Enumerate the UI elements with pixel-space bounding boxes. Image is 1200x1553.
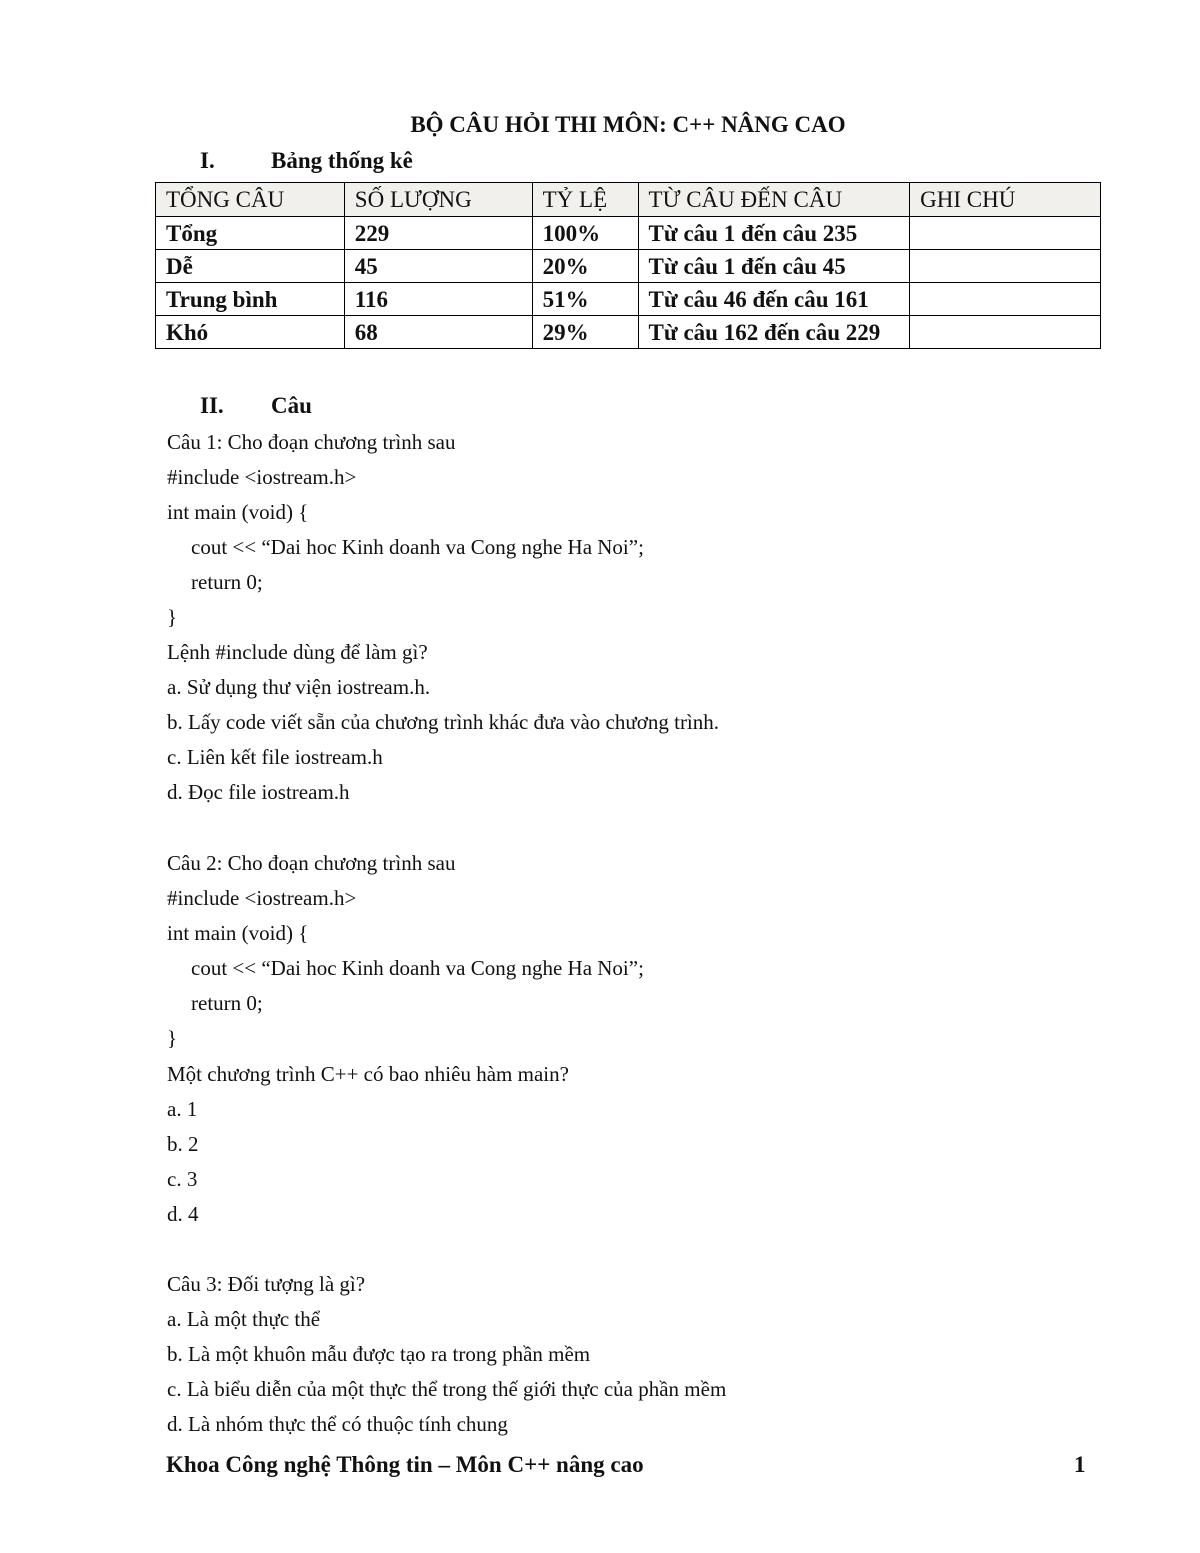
table-cell: 51% xyxy=(532,283,638,316)
table-header-cell: TỶ LỆ xyxy=(532,183,638,217)
page-number: 1 xyxy=(1074,1452,1086,1477)
table-header-row xyxy=(156,183,1101,217)
answer-option: a. 1 xyxy=(167,1097,198,1121)
answer-option: c. 3 xyxy=(167,1167,198,1191)
table-header-cell: SỐ LƯỢNG xyxy=(344,183,532,217)
question-2-text: Một chương trình C++ có bao nhiêu hàm main? xyxy=(167,1062,569,1086)
section-2-number: II. xyxy=(200,393,224,418)
code-line: int main (void) { xyxy=(167,921,309,945)
table-cell: Dễ xyxy=(156,250,345,283)
table-cell xyxy=(910,250,1101,283)
answer-option: b. 2 xyxy=(167,1132,199,1156)
code-line: #include <iostream.h> xyxy=(167,465,357,489)
question-2-heading: Câu 2: Cho đoạn chương trình sau xyxy=(167,851,456,875)
answer-option: d. Đọc file iostream.h xyxy=(167,780,350,804)
table-cell: 45 xyxy=(344,250,532,283)
question-1-heading: Câu 1: Cho đoạn chương trình sau xyxy=(167,430,456,454)
answer-option: d. Là nhóm thực thể có thuộc tính chung xyxy=(167,1412,508,1436)
answer-option: a. Sử dụng thư viện iostream.h. xyxy=(167,675,431,699)
section-1-number: I. xyxy=(200,148,215,173)
table-cell: Tổng xyxy=(156,217,345,250)
table-cell xyxy=(910,217,1101,250)
statistics-table xyxy=(155,182,1101,349)
table-header-cell: TỪ CÂU ĐẾN CÂU xyxy=(638,183,910,217)
answer-option: a. Là một thực thể xyxy=(167,1307,321,1331)
code-line: } xyxy=(167,605,178,629)
table-cell: Từ câu 46 đến câu 161 xyxy=(638,283,910,316)
table-cell: Từ câu 162 đến câu 229 xyxy=(638,316,910,349)
table-row xyxy=(156,217,1101,250)
table-cell: 229 xyxy=(344,217,532,250)
code-line: return 0; xyxy=(191,570,263,594)
table-cell: 20% xyxy=(532,250,638,283)
question-3-heading: Câu 3: Đối tượng là gì? xyxy=(167,1272,366,1296)
code-line: return 0; xyxy=(191,991,263,1015)
answer-option: c. Là biểu diễn của một thực thể trong thế giới thực của phần mềm xyxy=(167,1377,727,1401)
table-cell: 29% xyxy=(532,316,638,349)
table-cell xyxy=(910,316,1101,349)
page-footer: Khoa Công nghệ Thông tin – Môn C++ nâng cao xyxy=(166,1452,644,1477)
answer-option: b. Lấy code viết sẵn của chương trình khác đưa vào chương trình. xyxy=(167,710,720,734)
table-cell: Khó xyxy=(156,316,345,349)
code-line: #include <iostream.h> xyxy=(167,886,357,910)
table-cell: Từ câu 1 đến câu 235 xyxy=(638,217,910,250)
table-cell xyxy=(910,283,1101,316)
code-line: int main (void) { xyxy=(167,500,309,524)
table-cell: 68 xyxy=(344,316,532,349)
answer-option: c. Liên kết file iostream.h xyxy=(167,745,383,769)
table-header-cell: TỔNG CÂU xyxy=(156,183,345,217)
code-line: cout << “Dai hoc Kinh doanh va Cong nghe Ha Noi”; xyxy=(191,956,644,980)
table-cell: Trung bình xyxy=(156,283,345,316)
table-row xyxy=(156,316,1101,349)
section-2-title: Câu xyxy=(271,393,312,418)
code-line: cout << “Dai hoc Kinh doanh va Cong nghe Ha Noi”; xyxy=(191,535,644,559)
question-1-text: Lệnh #include dùng để làm gì? xyxy=(167,640,428,664)
document-title: BỘ CÂU HỎI THI MÔN: C++ NÂNG CAO xyxy=(410,112,846,137)
answer-option: b. Là một khuôn mẫu được tạo ra trong phần mềm xyxy=(167,1342,591,1366)
table-row xyxy=(156,250,1101,283)
table-cell: 116 xyxy=(344,283,532,316)
section-1-title: Bảng thống kê xyxy=(271,148,413,173)
table-cell: 100% xyxy=(532,217,638,250)
code-line: } xyxy=(167,1026,178,1050)
table-header-cell: GHI CHÚ xyxy=(910,183,1101,217)
table-cell: Từ câu 1 đến câu 45 xyxy=(638,250,910,283)
table-row xyxy=(156,283,1101,316)
answer-option: d. 4 xyxy=(167,1202,199,1226)
